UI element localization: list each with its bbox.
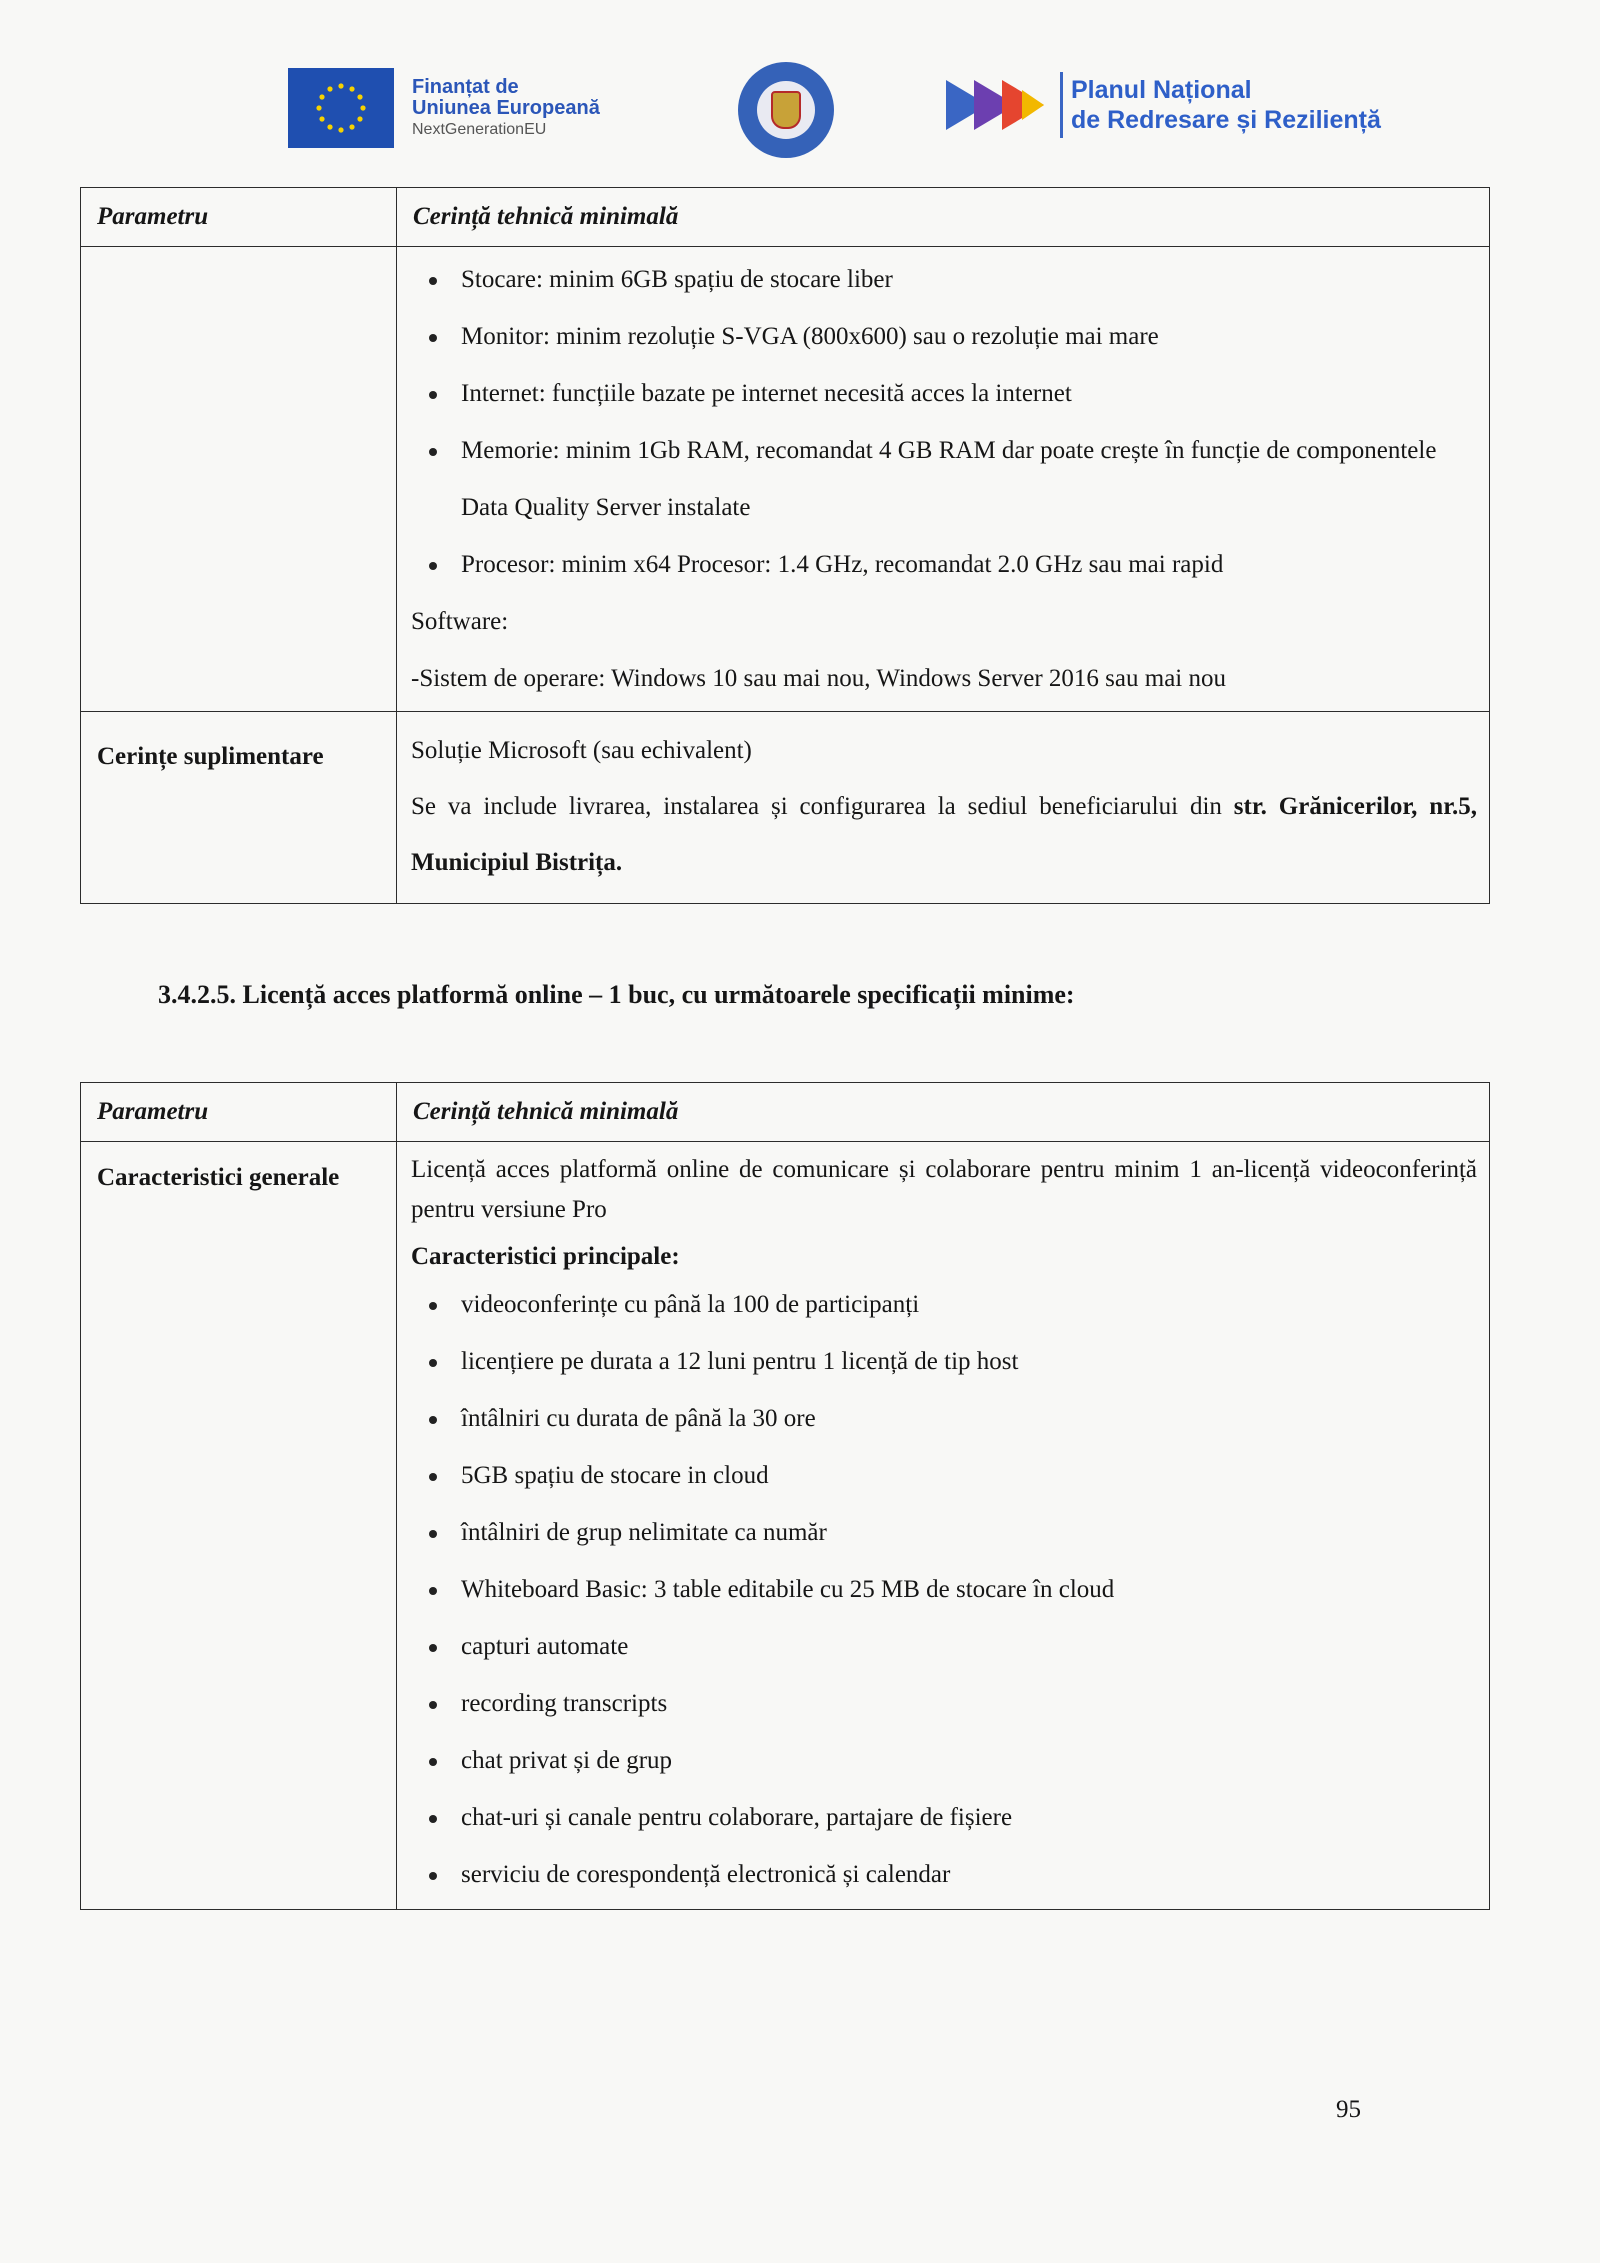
list-item: capturi automate xyxy=(411,1618,1477,1675)
requirements-table-1 xyxy=(80,187,1490,904)
list-item: chat privat și de grup xyxy=(411,1732,1477,1789)
row-label: Cerințe suplimentare xyxy=(81,712,397,904)
eu-logo xyxy=(288,68,600,148)
list-item: Internet: funcțiile bazate pe internet necesită acces la internet xyxy=(411,365,1477,422)
page-number: 95 xyxy=(1336,2096,1361,2123)
list-item: videoconferințe cu până la 100 de participanți xyxy=(411,1276,1477,1333)
column-header-parameter: Parametru xyxy=(81,188,397,247)
list-item: Memorie: minim 1Gb RAM, recomandat 4 GB RAM dar poate crește în funcție de componentele Data Quality Server instalate xyxy=(411,422,1477,536)
table-row xyxy=(81,712,1490,904)
delivery-address: str. Grănicerilor, nr.5, Municipiul Bistrița. xyxy=(411,793,1478,876)
list-item: Stocare: minim 6GB spațiu de stocare liber xyxy=(411,251,1477,308)
column-header-requirement: Cerință tehnică minimală xyxy=(397,188,1490,247)
list-item: Monitor: minim rezoluție S-VGA (800x600) sau o rezoluție mai mare xyxy=(411,308,1477,365)
list-item: licențiere pe durata a 12 luni pentru 1 licență de tip host xyxy=(411,1333,1477,1390)
row-label: Caracteristici generale xyxy=(81,1142,397,1910)
eu-line-3: NextGenerationEU xyxy=(412,120,547,138)
eu-flag-icon xyxy=(288,68,394,148)
delivery-text: Se va include livrarea, instalarea și configurarea la sediul beneficiarului din str. Grănicerilor, nr.5, Municipiul Bistrița. xyxy=(411,793,1478,876)
coat-of-arms-icon xyxy=(771,91,801,129)
features-title: Caracteristici principale: xyxy=(411,1243,680,1270)
list-item: Whiteboard Basic: 3 table editabile cu 25 MB de stocare în cloud xyxy=(411,1561,1477,1618)
os-requirement: -Sistem de operare: Windows 10 sau mai nou, Windows Server 2016 sau mai nou xyxy=(411,665,1226,692)
requirements-table-2 xyxy=(80,1082,1490,1910)
section-heading: 3.4.2.5. Licență acces platformă online – 1 buc, cu următoarele specificații minime: xyxy=(158,980,1075,1009)
license-intro: Licență acces platformă online de comunicare și colaborare pentru minim 1 an-licență videoconferință pentru versiune Pro xyxy=(411,1156,1477,1223)
eu-line-1: Finanțat de xyxy=(412,75,519,98)
table-row xyxy=(81,1142,1490,1910)
list-item: întâlniri de grup nelimitate ca număr xyxy=(411,1504,1477,1561)
list-item: chat-uri și canale pentru colaborare, partajare de fișiere xyxy=(411,1789,1477,1846)
eu-line-2: Uniunea Europeană xyxy=(412,96,600,119)
pnrr-line-2: de Redresare și Reziliență xyxy=(1071,106,1381,134)
list-item: serviciu de corespondență electronică și calendar xyxy=(411,1846,1477,1903)
table-row xyxy=(81,247,1490,712)
list-item: 5GB spațiu de stocare in cloud xyxy=(411,1447,1477,1504)
column-header-parameter: Parametru xyxy=(81,1083,397,1142)
solution-line: Soluție Microsoft (sau echivalent) xyxy=(411,737,752,764)
pnrr-arrows-icon xyxy=(944,72,1054,138)
list-item: întâlniri cu durata de până la 30 ore xyxy=(411,1390,1477,1447)
pnrr-line-1: Planul Național xyxy=(1071,76,1252,104)
government-seal-icon xyxy=(738,62,834,158)
software-label: Software: xyxy=(411,608,509,635)
pnrr-logo xyxy=(944,72,1381,138)
list-item: Procesor: minim x64 Procesor: 1.4 GHz, recomandat 2.0 GHz sau mai rapid xyxy=(411,536,1477,593)
column-header-requirement: Cerință tehnică minimală xyxy=(397,1083,1490,1142)
list-item: recording transcripts xyxy=(411,1675,1477,1732)
